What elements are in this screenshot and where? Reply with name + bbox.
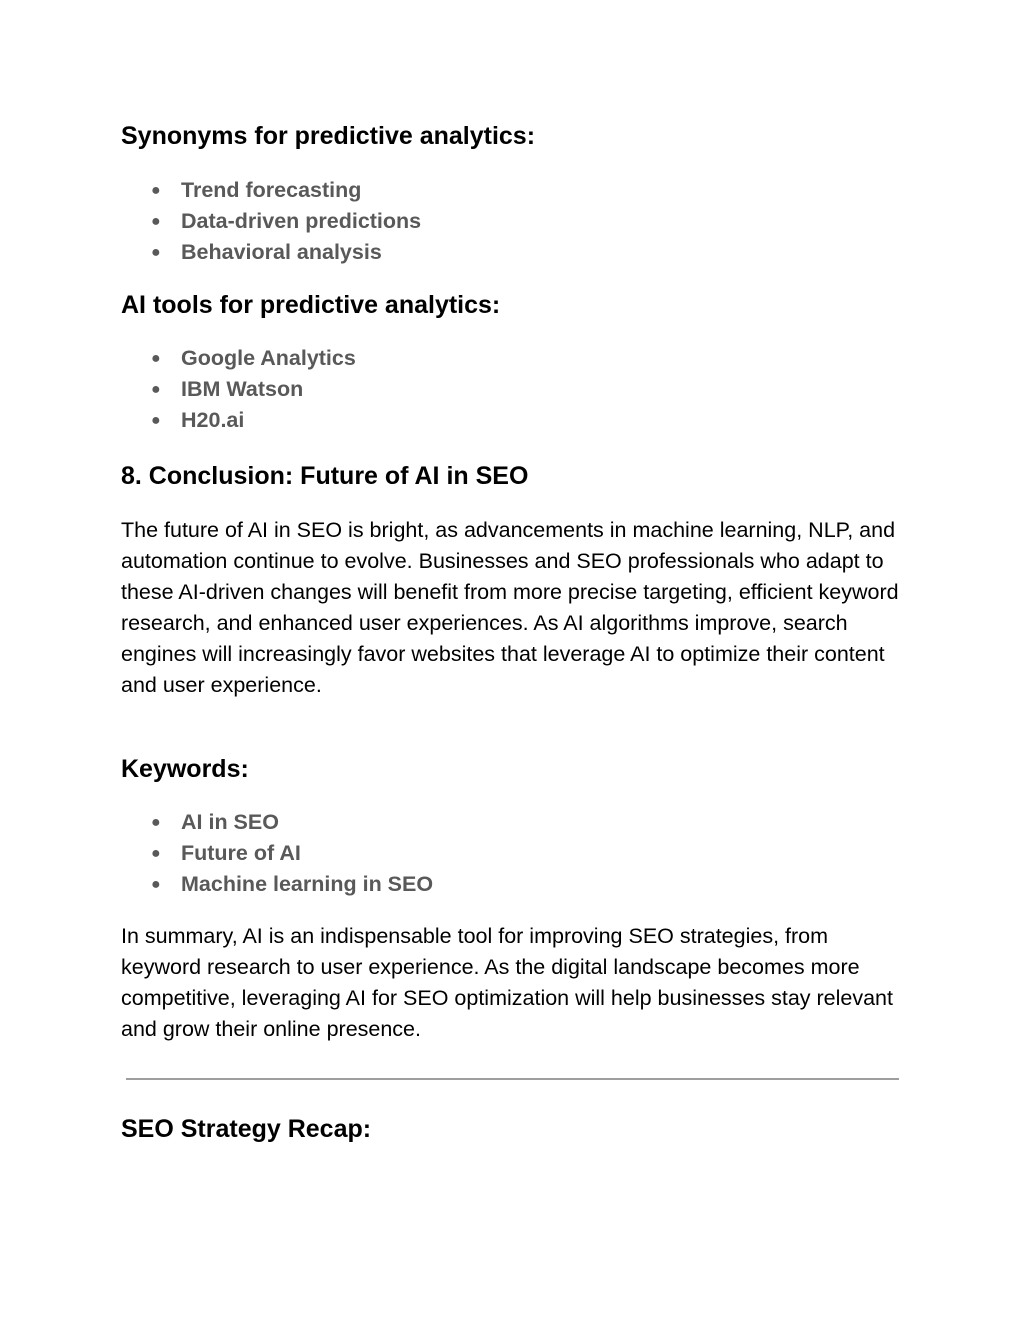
list-item-label: AI in SEO bbox=[181, 810, 279, 834]
synonyms-list bbox=[121, 175, 421, 268]
bullet-icon: ● bbox=[151, 182, 161, 199]
list-item-label: H20.ai bbox=[181, 408, 245, 432]
bullet-icon: ● bbox=[151, 412, 161, 429]
bullet-icon: ● bbox=[151, 814, 161, 831]
list-item-label: IBM Watson bbox=[181, 377, 304, 401]
keywords-list bbox=[121, 807, 433, 900]
list-item-label: Future of AI bbox=[181, 841, 301, 865]
list-item bbox=[121, 869, 433, 900]
list-item bbox=[121, 206, 421, 237]
ai-tools-list bbox=[121, 343, 356, 436]
recap-heading: SEO Strategy Recap: bbox=[121, 1115, 372, 1143]
list-item bbox=[121, 237, 421, 268]
list-item-label: Trend forecasting bbox=[181, 178, 362, 202]
list-item-label: Machine learning in SEO bbox=[181, 872, 434, 896]
list-item bbox=[121, 807, 433, 838]
list-item-label: Google Analytics bbox=[181, 346, 356, 370]
bullet-icon: ● bbox=[151, 845, 161, 862]
list-item bbox=[121, 175, 421, 206]
conclusion-heading: 8. Conclusion: Future of AI in SEO bbox=[121, 462, 529, 490]
bullet-icon: ● bbox=[151, 876, 161, 893]
summary-paragraph: In summary, AI is an indispensable tool for improving SEO strategies, from keyword research to user experience. As the digital landscape becomes more competitive, leveraging AI for SEO optimization will help businesses stay relevant and grow their online presence. bbox=[121, 924, 893, 1041]
bullet-icon: ● bbox=[151, 213, 161, 230]
synonyms-heading: Synonyms for predictive analytics: bbox=[121, 122, 536, 150]
bullet-icon: ● bbox=[151, 381, 161, 398]
conclusion-paragraph: The future of AI in SEO is bright, as advancements in machine learning, NLP, and automation continue to evolve. Businesses and SEO professionals who adapt to these AI-driven changes will benefit from more precise targeting, efficient keyword research, and enhanced user experiences. As AI algorithms improve, search engines will increasingly favor websites that leverage AI to optimize their content and user experience. bbox=[121, 518, 899, 697]
ai-tools-heading: AI tools for predictive analytics: bbox=[121, 291, 501, 319]
list-item bbox=[121, 838, 433, 869]
list-item-label: Data-driven predictions bbox=[181, 209, 422, 233]
bullet-icon: ● bbox=[151, 244, 161, 261]
list-item bbox=[121, 405, 356, 436]
list-item bbox=[121, 343, 356, 374]
list-item bbox=[121, 374, 356, 405]
keywords-heading: Keywords: bbox=[121, 755, 249, 783]
section-divider bbox=[126, 1078, 899, 1080]
list-item-label: Behavioral analysis bbox=[181, 240, 382, 264]
bullet-icon: ● bbox=[151, 350, 161, 367]
